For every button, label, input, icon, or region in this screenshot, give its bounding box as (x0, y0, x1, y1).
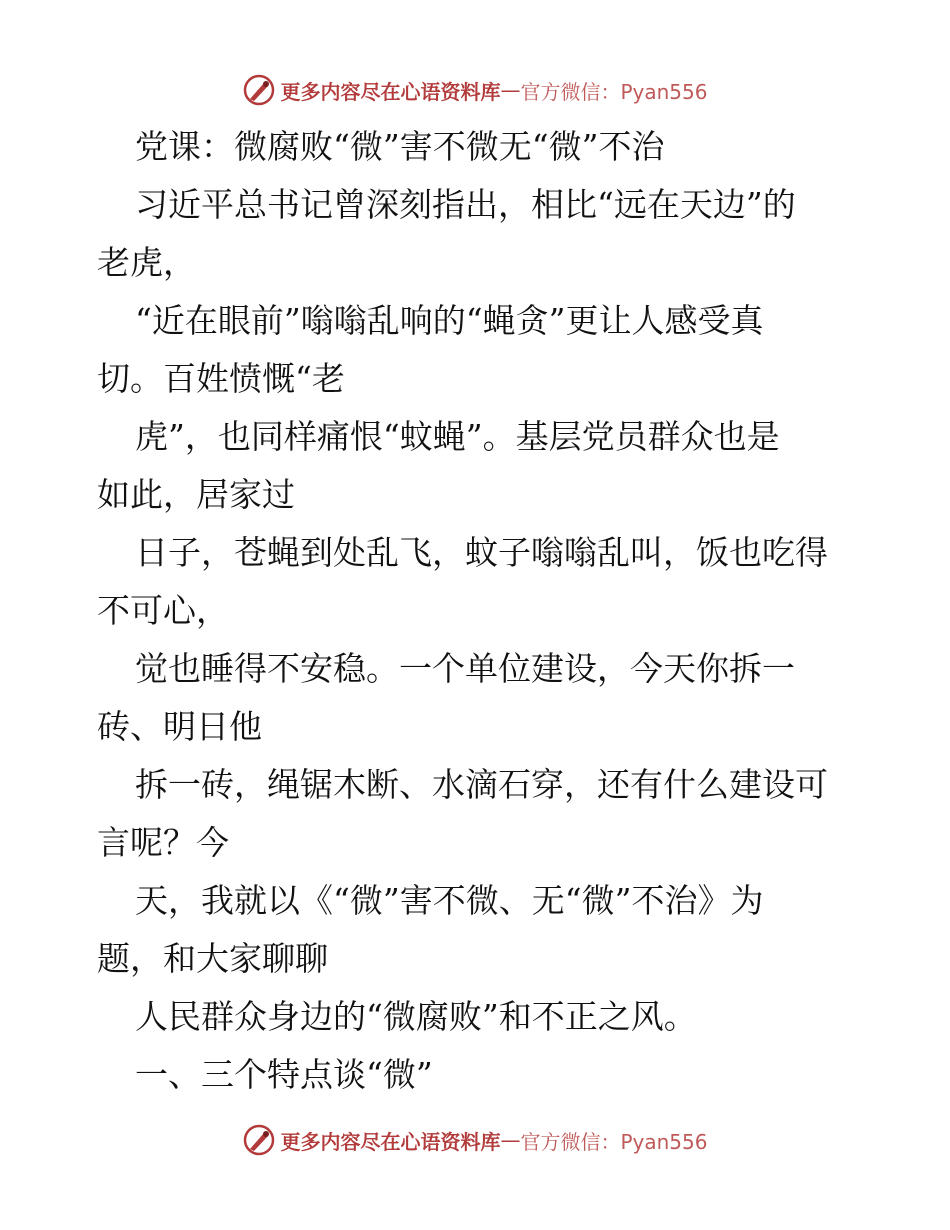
text-line: 习近平总书记曾深刻指出，相比“远在天边”的 (135, 185, 796, 224)
banner-title: 更多内容尽在心语资料库 (280, 79, 501, 104)
text-line: 日子，苍蝇到处乱飞，蚊子嗡嗡乱叫，饭也吃得 (135, 533, 828, 572)
pen-logo-icon (242, 73, 276, 107)
document-body (97, 118, 855, 1104)
section-heading: 一、三个特点谈“微” (135, 1055, 433, 1094)
text-line: 砖、明日他 (97, 707, 262, 746)
text-line: 老虎， (97, 243, 196, 282)
text-line: 不可心， (97, 591, 229, 630)
text-line: 虎”，也同样痛恨“蚊蝇”。基层党员群众也是 (135, 417, 780, 456)
text-line: 人民群众身边的“微腐败”和不正之风。 (135, 997, 697, 1036)
banner-title: 更多内容尽在心语资料库 (280, 1129, 501, 1154)
text-line: 拆一砖，绳锯木断、水滴石穿，还有什么建设可 (135, 765, 828, 804)
pen-logo-icon (242, 1123, 276, 1157)
text-line: 天，我就以《“微”害不微、无“微”不治》为 (135, 881, 764, 920)
banner-wechat: 官方微信：Pyan556 (520, 1129, 708, 1154)
header-banner (0, 70, 950, 110)
text-line: 切。百姓愤慨“老 (97, 359, 345, 398)
text-line: 言呢？今 (97, 823, 229, 862)
document-title: 党课：微腐败“微”害不微无“微”不治 (135, 127, 665, 166)
text-line: 觉也睡得不安稳。一个单位建设，今天你拆一 (135, 649, 795, 688)
text-line: 题，和大家聊聊 (97, 939, 328, 978)
banner-wechat: 官方微信：Pyan556 (520, 79, 708, 104)
text-line: “近在眼前”嗡嗡乱响的“蝇贪”更让人感受真 (135, 301, 764, 340)
text-line: 如此，居家过 (97, 475, 295, 514)
banner-separator: — (500, 78, 521, 102)
banner-separator: — (500, 1128, 521, 1152)
footer-banner (0, 1120, 950, 1160)
